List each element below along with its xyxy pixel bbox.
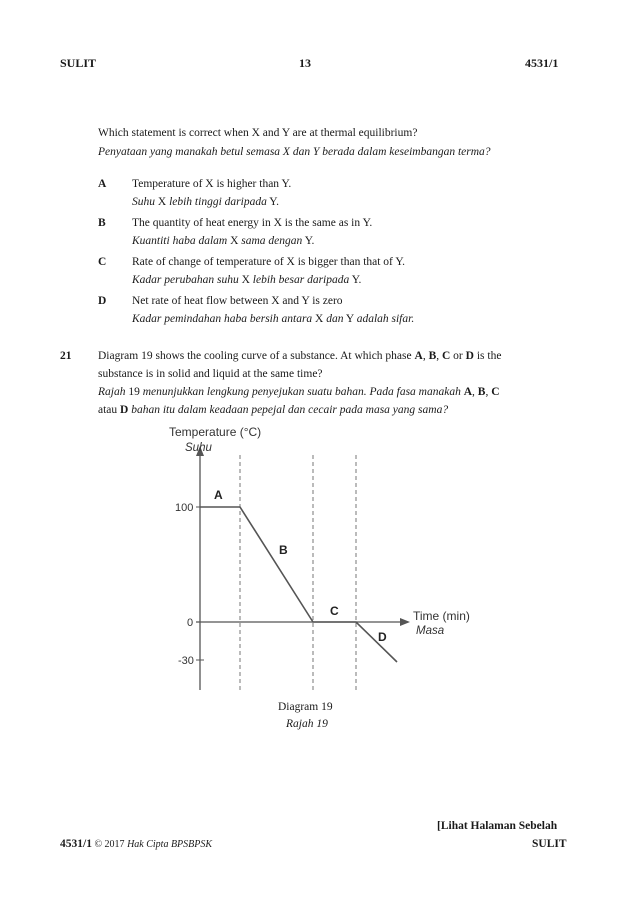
option-letter: A: [98, 178, 107, 190]
option-text-ms: Kuantiti haba dalam X sama dengan Y.: [132, 235, 315, 247]
y-tick-label: 0: [187, 617, 194, 629]
y-tick-label: 100: [175, 502, 194, 514]
header-code: 4531/1: [525, 56, 559, 70]
footer-sulit: SULIT: [532, 838, 567, 850]
phase-label-c: C: [330, 604, 339, 618]
option-text-ms: Kadar perubahan suhu X lebih besar daripada Y.: [132, 274, 362, 286]
q20-stem-ms: Penyataan yang manakah betul semasa X dan Y berada dalam keseimbangan terma?: [98, 146, 491, 158]
page-number: 13: [299, 56, 311, 70]
phase-label-a: A: [214, 488, 223, 502]
q21-line4: atau D bahan itu dalam keadaan pepejal dan cecair pada masa yang sama?: [98, 404, 449, 416]
x-axis-label: Time (min): [413, 609, 470, 623]
option-text-ms: Suhu X lebih tinggi daripada Y.: [132, 196, 279, 208]
q21-line1: Diagram 19 shows the cooling curve of a substance. At which phase A, B, C or D is the: [98, 350, 502, 362]
x-axis-label-ms: Masa: [416, 625, 445, 637]
q20-stem-en: Which statement is correct when X and Y are at thermal equilibrium?: [98, 127, 418, 139]
option-text-en: The quantity of heat energy in X is the same as in Y.: [132, 217, 373, 229]
phase-label-b: B: [279, 543, 288, 557]
footer-next-page: [Lihat Halaman Sebelah: [437, 820, 558, 832]
option-text-ms: Kadar pemindahan haba bersih antara X dan Y adalah sifar.: [132, 313, 415, 325]
q21-line2: substance is in solid and liquid at the same time?: [98, 368, 323, 380]
header-sulit: SULIT: [60, 56, 97, 70]
q21-line3: Rajah 19 menunjukkan lengkung penyejukan suatu bahan. Pada fasa manakah A, B, C: [98, 386, 500, 398]
cooling-curve-line: [200, 507, 397, 662]
y-tick-label: -30: [178, 655, 194, 667]
diagram-caption: Diagram 19: [278, 701, 333, 713]
footer-copyright: 4531/1 © 2017 Hak Cipta BPSBPSK: [60, 838, 213, 850]
option-text-en: Net rate of heat flow between X and Y is zero: [132, 295, 343, 307]
option-letter: B: [98, 217, 106, 229]
y-axis-label: Temperature (°C): [169, 425, 262, 439]
diagram-caption-ms: Rajah 19: [286, 718, 328, 730]
x-axis-arrow: [400, 618, 410, 626]
option-letter: C: [98, 256, 107, 268]
option-text-en: Rate of change of temperature of X is bigger than that of Y.: [132, 256, 406, 268]
option-letter: D: [98, 295, 107, 307]
q21-number: 21: [60, 350, 72, 362]
phase-label-d: D: [378, 630, 387, 644]
y-axis-label-ms: Suhu: [185, 442, 212, 454]
option-text-en: Temperature of X is higher than Y.: [132, 178, 292, 190]
